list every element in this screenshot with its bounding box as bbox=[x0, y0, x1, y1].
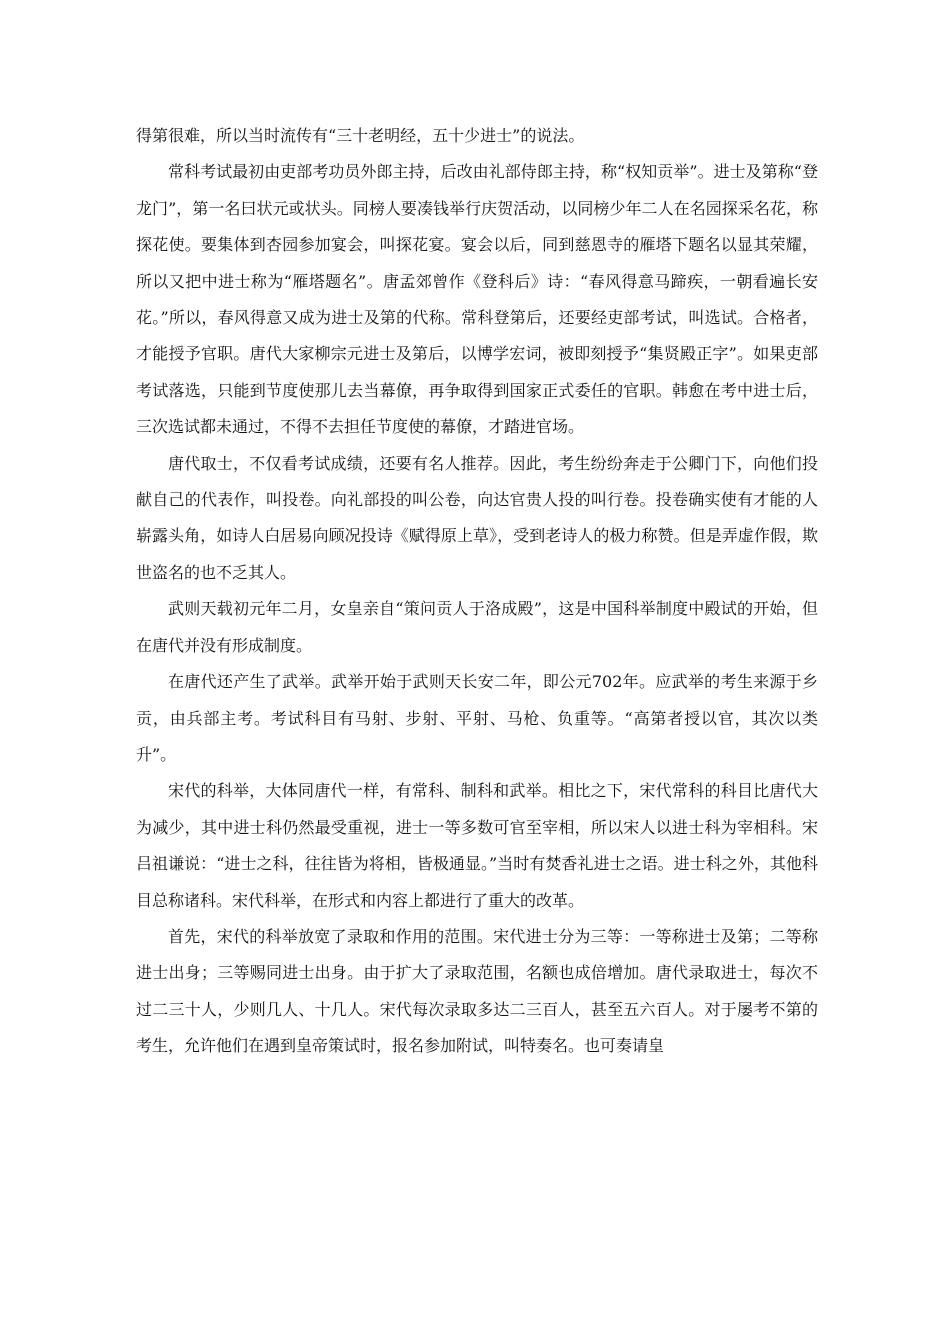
document-body bbox=[136, 118, 818, 1065]
paragraph-changke-exam: 常科考试最初由吏部考功员外郎主持，后改由礼部侍郎主持，称“权知贡举”。进士及第称“登龙门”，第一名曰状元或状头。同榜人要凑钱举行庆贺活动，以同榜少年二人在名园探采名花，称探花使。要集体到杏园参加宴会，叫探花宴。宴会以后，同到慈恩寺的雁塔下题名以显其荣耀，所以又把中进士称为“雁塔题名”。唐孟郊曾作《登科后》诗：“春风得意马蹄疾，一朝看遍长安花。”所以，春风得意又成为进士及第的代称。常科登第后，还要经吏部考试，叫选试。合格者，才能授予官职。唐代大家柳宗元进士及第后，以博学宏词，被即刻授予“集贤殿正字”。如果吏部考试落选，只能到节度使那儿去当幕僚，再争取得到国家正式委任的官职。韩愈在考中进士后，三次选试都未通过，不得不去担任节度使的幕僚，才踏进官场。 bbox=[136, 162, 818, 437]
paragraph-song-exam: 宋代的科举，大体同唐代一样，有常科、制科和武举。相比之下，宋代常科的科目比唐代大为减少，其中进士科仍然最受重视，进士一等多数可官至宰相，所以宋人以进士科为宰相科。宋吕祖谦说：“进士之科，往往皆为将相，皆极通显。”当时有焚香礼进士之语。进士科之外，其他科目总称诸科。宋代科举，在形式和内容上都进行了重大的改革。 bbox=[136, 781, 818, 910]
paragraph-palace-exam: 武则天载初元年二月，女皇亲自“策问贡人于洛成殿”，这是中国科举制度中殿试的开始，但在唐代并没有形成制度。 bbox=[136, 599, 818, 655]
paragraph-military-exam: 在唐代还产生了武举。武举开始于武则天长安二年，即公元702年。应武举的考生来源于乡贡，由兵部主考。考试科目有马射、步射、平射、马枪、负重等。“高第者授以官，其次以类升”。 bbox=[136, 672, 818, 764]
paragraph-song-reform: 首先，宋代的科举放宽了录取和作用的范围。宋代进士分为三等：一等称进士及第；二等称进士出身；三等赐同进士出身。由于扩大了录取范围，名额也成倍增加。唐代录取进士，每次不过二三十人，少则几人、十几人。宋代每次录取多达二三百人，甚至五六百人。对于屡考不第的考生，允许他们在遇到皇帝策试时，报名参加附试，叫特奏名。也可奏请皇 bbox=[136, 926, 818, 1056]
paragraph-continuation: 得第很难，所以当时流传有“三十老明经，五十少进士”的说法。 bbox=[136, 126, 585, 145]
paragraph-toujuan: 唐代取士，不仅看考试成绩，还要有名人推荐。因此，考生纷纷奔走于公卿门下，向他们投献自己的代表作，叫投卷。向礼部投的叫公卷，向达官贵人投的叫行卷。投卷确实使有才能的人崭露头角，如诗人白居易向顾况投诗《赋得原上草》，受到老诗人的极力称赞。但是弄虚作假，欺世盗名的也不乏其人。 bbox=[136, 453, 818, 582]
